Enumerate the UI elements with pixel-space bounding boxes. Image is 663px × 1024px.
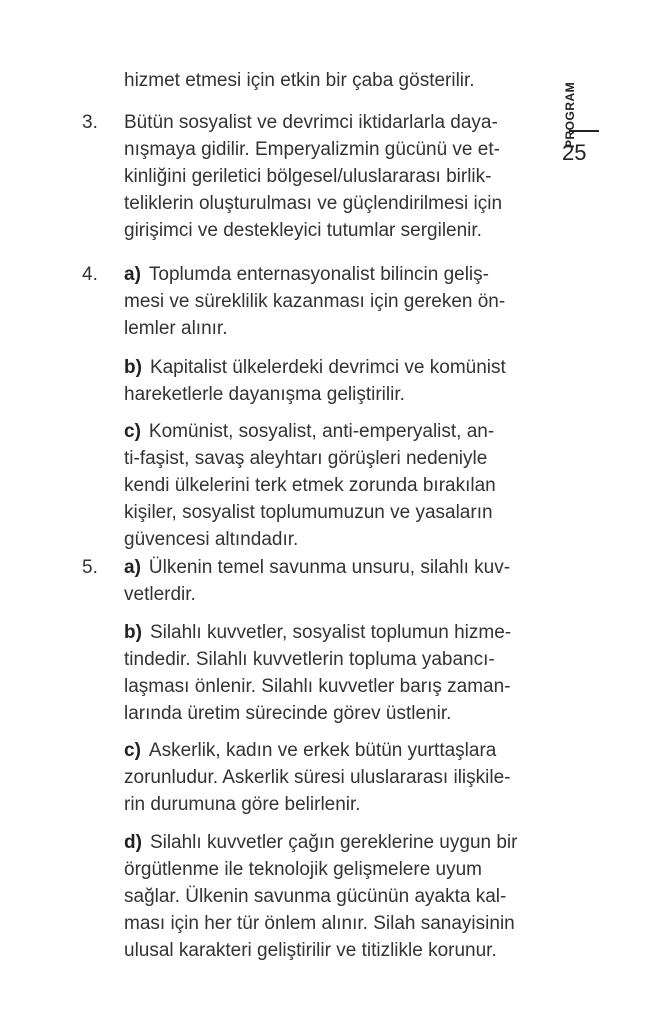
item-3-number: 3.: [82, 112, 98, 133]
intro-line: hizmet etmesi için etkin bir çaba gösterilir.: [124, 70, 475, 91]
item-5a-label: a): [124, 557, 141, 578]
item-4c-text: Komünist, sosyalist, anti-emperyalist, an-: [148, 421, 495, 442]
item-4c-line: kişiler, sosyalist toplumumuzun ve yasaların: [124, 502, 493, 523]
item-4b-line: hareketlerle dayanışma geliştirilir.: [124, 384, 405, 405]
item-5d-line: örgütlenme ile teknolojik gelişmelere uyum: [124, 859, 483, 880]
item-5d-text: Silahlı kuvvetler çağın gereklerine uygun bir: [149, 832, 518, 853]
item-4a-label: a): [124, 264, 141, 285]
item-5d-line: ması için her tür önlem alınır. Silah sanayisinin: [124, 913, 515, 934]
item-4c-line: ti-faşist, savaş aleyhtarı görüşleri nedeniyle: [124, 448, 488, 469]
item-4a-line: lemler alınır.: [124, 318, 228, 339]
item-4a-line: mesi ve süreklilik kazanması için gereken ön-: [124, 291, 506, 312]
item-5d-label: d): [124, 832, 142, 853]
item-4b-label: b): [124, 357, 142, 378]
item-4c-line: kendi ülkelerini terk etmek zorunda bırakılan: [124, 475, 496, 496]
item-3-line: Bütün sosyalist ve devrimci iktidarlarla daya-: [124, 112, 498, 133]
item-3-line: kinliğini geriletici bölgesel/uluslararası birlik-: [124, 166, 492, 187]
item-3-line: teliklerin oluşturulması ve güçlendirilmesi için: [124, 193, 503, 214]
item-5a-line: vetlerdir.: [124, 584, 196, 605]
item-4-number: 4.: [82, 264, 98, 285]
item-5a-line: [124, 555, 510, 581]
item-4c-label: c): [124, 421, 141, 442]
item-4b-text: Kapitalist ülkelerdeki devrimci ve komünist: [149, 357, 506, 378]
page-number: 25: [562, 140, 587, 165]
item-3-line: girişimci ve destekleyici tutumlar sergilenir.: [124, 220, 482, 241]
item-5c-text: Askerlik, kadın ve erkek bütün yurttaşlara: [148, 740, 497, 761]
item-4c-line: [124, 419, 494, 445]
item-3-line: nışmaya gidilir. Emperyalizmin gücünü ve et-: [124, 139, 500, 160]
item-5b-line: [124, 620, 511, 646]
item-5b-line: tindedir. Silahlı kuvvetlerin topluma yabancı-: [124, 649, 495, 670]
section-label: PROGRAM: [563, 81, 577, 148]
item-5c-label: c): [124, 740, 141, 761]
item-5b-text: Silahlı kuvvetler, sosyalist toplumun hizme-: [149, 622, 512, 643]
item-5d-line: [124, 830, 517, 856]
item-4a-text: Toplumda enternasyonalist bilincin geliş-: [148, 264, 489, 285]
item-5-number: 5.: [82, 557, 98, 578]
section-divider: [569, 130, 599, 132]
item-4b-line: [124, 355, 506, 381]
item-5d-line: ulusal karakteri geliştirilir ve titizlikle korunur.: [124, 940, 497, 961]
item-5b-label: b): [124, 622, 142, 643]
item-5d-line: sağlar. Ülkenin savunma gücünün ayakta kal-: [124, 886, 507, 907]
item-5c-line: zorunludur. Askerlik süresi uluslararası ilişkile-: [124, 767, 511, 788]
item-5b-line: larında üretim sürecinde görev üstlenir.: [124, 703, 452, 724]
item-5a-text: Ülkenin temel savunma unsuru, silahlı kuv-: [148, 557, 511, 578]
item-5c-line: rin durumuna göre belirlenir.: [124, 794, 361, 815]
item-4c-line: güvencesi altındadır.: [124, 529, 299, 550]
item-4a-line: [124, 262, 489, 288]
item-5c-line: [124, 738, 496, 764]
item-5b-line: laşması önlenir. Silahlı kuvvetler barış zaman-: [124, 676, 511, 697]
